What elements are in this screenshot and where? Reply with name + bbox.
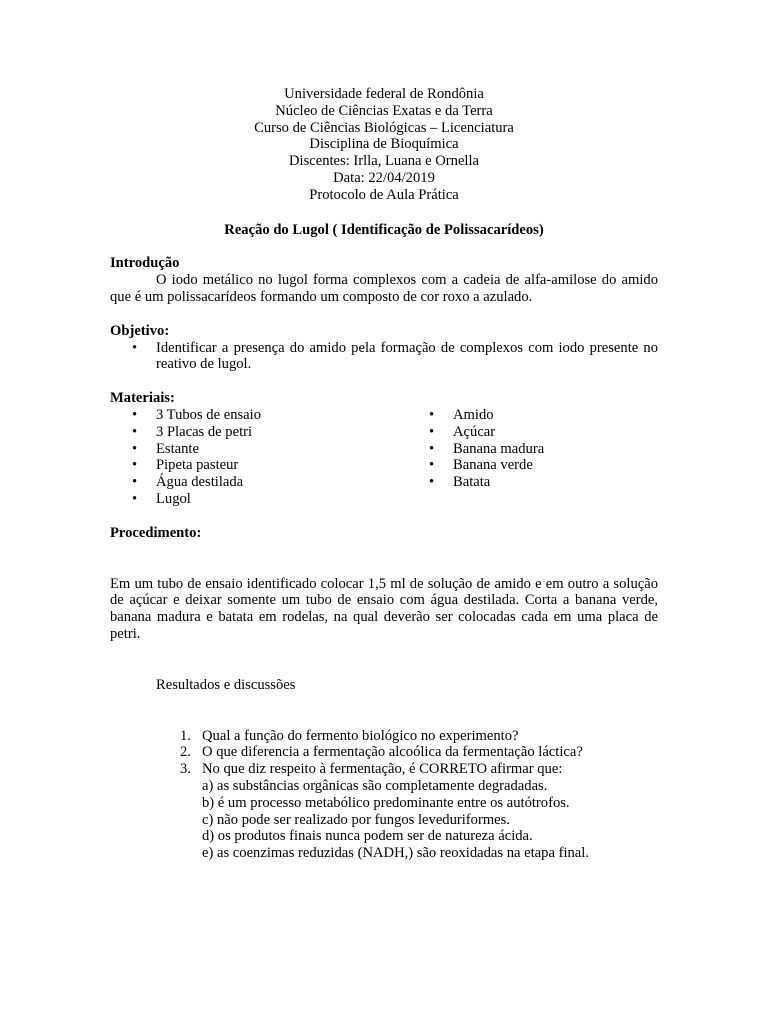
date-line: Data: 22/04/2019 xyxy=(333,169,435,186)
materials-list-left xyxy=(110,407,407,508)
question-text: Qual a função do fermento biológico no experimento? xyxy=(202,727,519,744)
list-item: • 3 Placas de petri xyxy=(110,424,407,441)
document-content xyxy=(110,86,658,862)
objective-list xyxy=(110,340,658,374)
course-name: Curso de Ciências Biológicas – Licenciatura xyxy=(254,119,514,136)
list-item: • Amido xyxy=(407,407,658,424)
question-text: No que diz respeito à fermentação, é CORRETO afirmar que: xyxy=(202,761,563,778)
procedure-text: Em um tubo de ensaio identificado colocar 1,5 ml de solução de amido e em outro a solução de açúcar e deixar somente um tubo de ensaio com água destilada. Corta a banana verde, banana madura e batata em rodelas, na qual deverão ser colocadas cada em uma placa de petri. xyxy=(110,575,658,642)
introduction-text: O iodo metálico no lugol forma complexos com a cadeia de alfa-amilose do amido que é um polissacarídeos formando um composto de cor roxo a azulado. xyxy=(110,272,658,305)
question-text: O que diferencia a fermentação alcoólica da fermentação láctica? xyxy=(202,744,583,761)
list-item: • Água destilada xyxy=(110,474,407,491)
answer-option: c) não pode ser realizado por fungos leveduriformes. xyxy=(202,811,510,828)
question-number: 1. xyxy=(180,727,191,744)
procedure-heading: Procedimento: xyxy=(110,524,202,541)
answer-option: a) as substâncias orgânicas são completamente degradadas. xyxy=(202,777,548,794)
answer-option: b) é um processo metabólico predominante entre os autótrofos. xyxy=(202,794,570,811)
introduction-heading: Introdução xyxy=(110,255,180,272)
nucleus-name: Núcleo de Ciências Exatas e da Terra xyxy=(275,102,493,119)
question-item xyxy=(110,744,658,761)
procedure-section xyxy=(110,525,658,643)
answer-option: d) os produtos finais nunca podem ser de natureza ácida. xyxy=(202,828,533,845)
objective-item: • Identificar a presença do amido pela formação de complexos com iodo presente no reativo de lugol. xyxy=(110,340,658,374)
document-title: Reação do Lugol ( Identificação de Polissacarídeos) xyxy=(224,221,544,238)
protocol-line: Protocolo de Aula Prática xyxy=(309,186,459,203)
list-item: • Açúcar xyxy=(407,424,658,441)
list-item: • Estante xyxy=(110,441,407,458)
students-line: Discentes: Irlla, Luana e Ornella xyxy=(288,153,480,170)
document-header xyxy=(110,86,658,204)
list-item: • Pipeta pasteur xyxy=(110,457,407,474)
materials-columns xyxy=(110,407,658,508)
answer-option: e) as coenzimas reduzidas (NADH,) são reoxidadas na etapa final. xyxy=(202,845,589,862)
question-number: 3. xyxy=(180,761,191,778)
introduction-section xyxy=(110,255,658,305)
materials-section xyxy=(110,390,658,508)
question-item xyxy=(110,728,658,745)
university-name: Universidade federal de Rondônia xyxy=(284,86,484,102)
question-number: 2. xyxy=(180,744,191,761)
answer-options xyxy=(202,778,658,862)
discipline-name: Disciplina de Bioquímica xyxy=(309,136,459,153)
results-heading: Resultados e discussões xyxy=(156,676,296,693)
list-item: • Banana madura xyxy=(407,441,658,458)
objective-heading: Objetivo: xyxy=(110,322,170,339)
objective-section xyxy=(110,323,658,373)
list-item: • Batata xyxy=(407,474,658,491)
list-item: • 3 Tubos de ensaio xyxy=(110,407,407,424)
materials-heading: Materiais: xyxy=(110,390,175,407)
list-item: • Banana verde xyxy=(407,457,658,474)
questions-list xyxy=(110,728,658,862)
list-item: • Lugol xyxy=(110,491,407,508)
materials-list-right xyxy=(407,407,658,508)
question-item xyxy=(110,761,658,862)
